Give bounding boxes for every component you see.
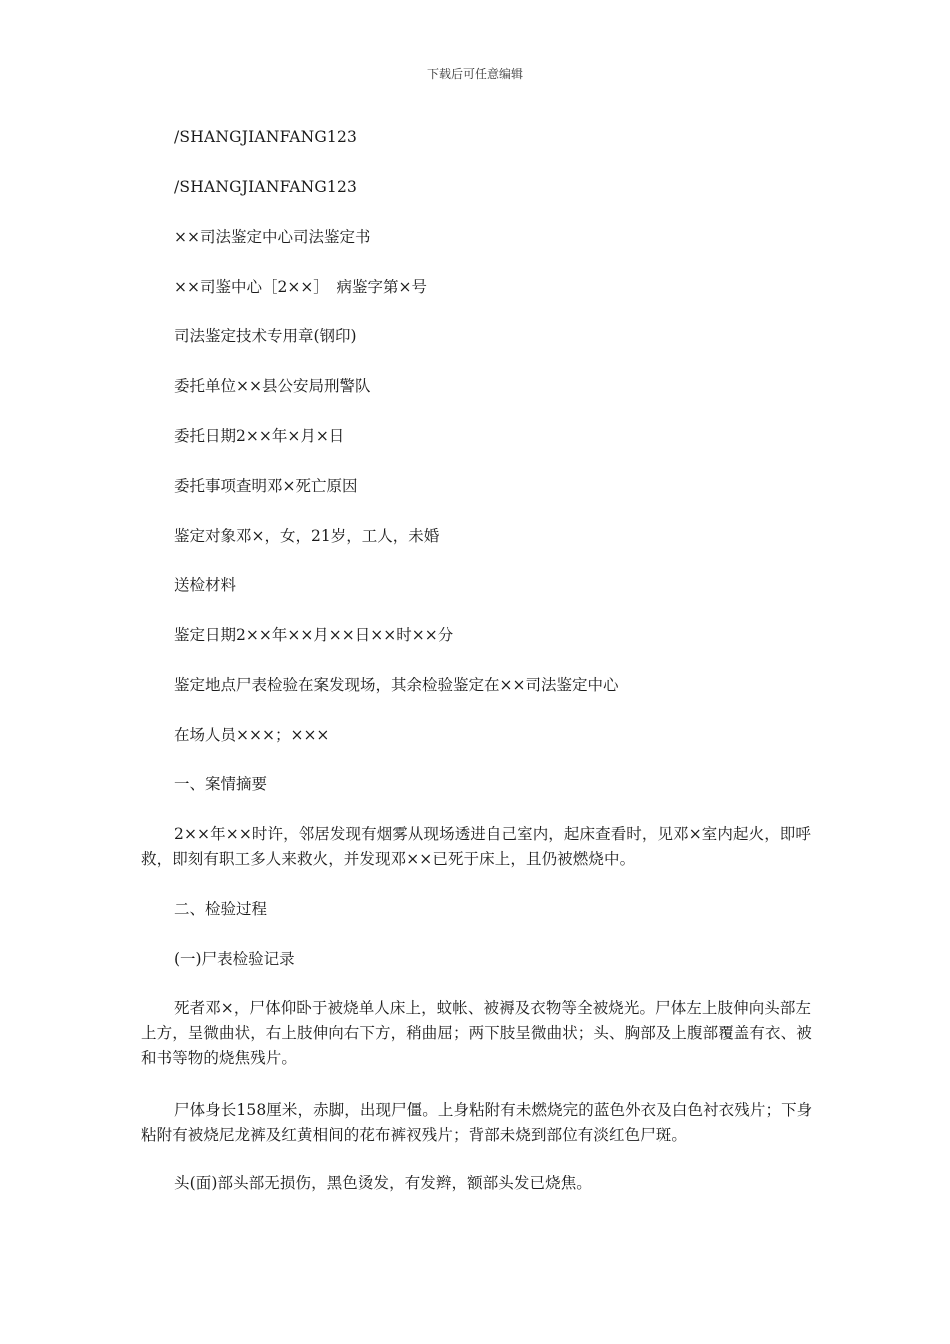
exam-date-line: 鉴定日期2××年××月××日××时××分 (174, 626, 454, 644)
seal-note: 司法鉴定技术专用章(钢印) (174, 327, 357, 345)
paragraph-head: 头(面)部头部无损伤，黑色烫发，有发辫，额部头发已烧焦。 (174, 1174, 592, 1192)
present-line: 在场人员×××；××× (174, 726, 330, 744)
section-heading-case-summary: 一、案情摘要 (174, 775, 268, 793)
document-title: ××司法鉴定中心司法鉴定书 (174, 228, 371, 246)
paragraph-body-length: 尸体身长158厘米，赤脚，出现尸僵。上身粘附有未燃烧完的蓝色外衣及白色衬衣残片；下身粘附有被烧尼龙裤及红黄相间的花布裤衩残片；背部未烧到部位有淡红色尸斑。 (141, 1101, 813, 1144)
client-line: 委托单位××县公安局刑警队 (174, 377, 371, 395)
materials-line: 送检材料 (174, 576, 237, 594)
page-header-note: 下载后可任意编辑 (426, 67, 523, 81)
commission-date-line: 委托日期2××年×月×日 (174, 427, 345, 445)
url-line-1: /SHANGJIANFANG123 (174, 128, 358, 146)
subject-line: 鉴定对象邓×，女，21岁，工人，未婚 (174, 527, 440, 545)
document-number: ××司鉴中心［2××］ 病鉴字第×号 (174, 278, 428, 296)
paragraph-body-position: 死者邓×，尸体仰卧于被烧单人床上，蚊帐、被褥及衣物等全被烧光。尸体左上肢伸向头部左上方，呈微曲状，右上肢伸向右下方，稍曲屈；两下肢呈微曲状；头、胸部及上腹部覆盖有衣、被和书等物的烧焦残片。 (141, 999, 812, 1067)
section-heading-examination: 二、检验过程 (174, 900, 268, 918)
paragraph-case-summary: 2××年××时许，邻居发现有烟雾从现场透进自己室内，起床查看时，见邓×室内起火，即呼救，即刻有职工多人来救火，并发现邓××已死于床上，且仍被燃烧中。 (141, 825, 812, 868)
matter-line: 委托事项查明邓×死亡原因 (174, 477, 358, 495)
url-line-2: /SHANGJIANFANG123 (174, 178, 358, 196)
subsection-heading-external-exam: (一)尸表检验记录 (174, 950, 295, 968)
location-line: 鉴定地点尸表检验在案发现场，其余检验鉴定在××司法鉴定中心 (174, 676, 619, 694)
